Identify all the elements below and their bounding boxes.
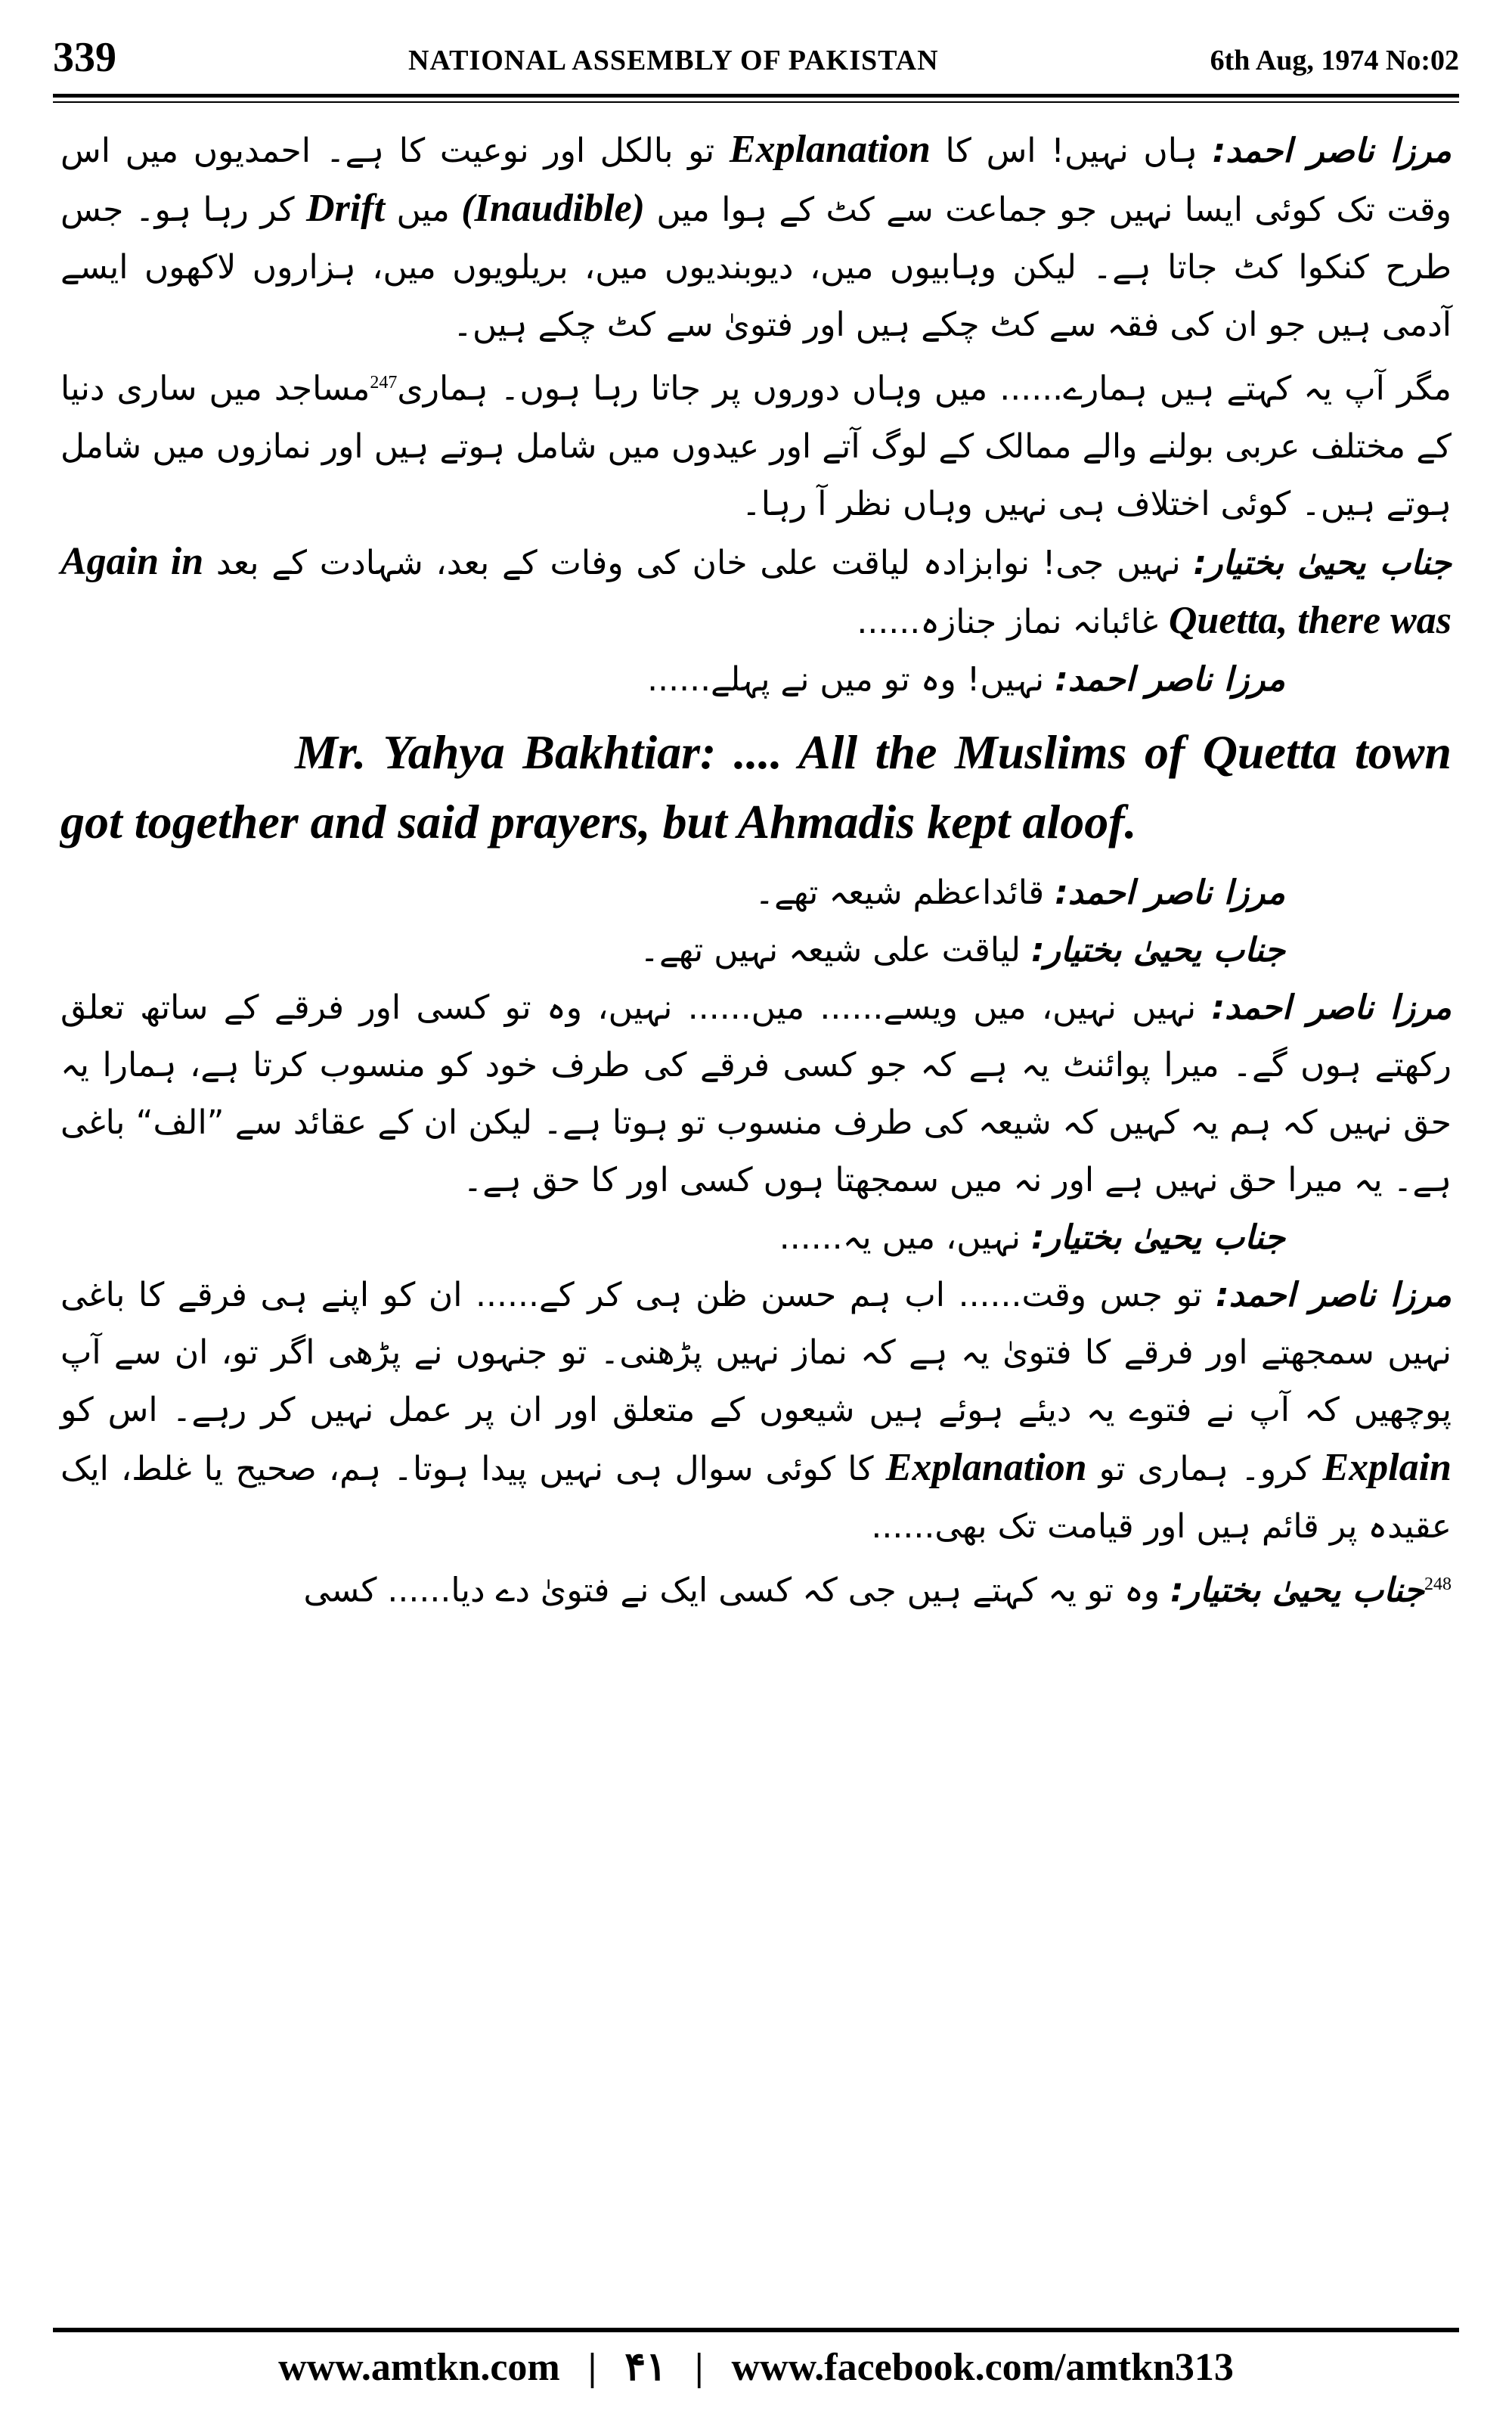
english-term: Explanation — [729, 128, 931, 171]
english-term: Again in Quetta, there was — [60, 539, 1452, 642]
page-footer — [53, 2344, 1459, 2397]
text: .... All the Muslims of Quetta town got together and said prayers, but Ahmadis kept aloof. — [60, 724, 1452, 849]
english-term: (Inaudible) — [461, 187, 645, 230]
text: کرو۔ ہماری تو — [1098, 1449, 1311, 1488]
english-paragraph — [60, 718, 1452, 857]
english-term: Explain — [1322, 1445, 1452, 1489]
assembly-title: NATIONAL ASSEMBLY OF PAKISTAN — [408, 45, 939, 76]
text: نہیں! وہ تو میں نے پہلے...... — [647, 659, 1045, 699]
separator: | — [587, 2346, 597, 2389]
english-term: Drift — [306, 187, 386, 230]
facebook-link[interactable]: www.facebook.com/amtkn313 — [731, 2346, 1234, 2389]
paragraph — [60, 864, 1452, 922]
text: تو جس وقت...... اب ہم حسن ظن ہی کر کے...... ان کو اپنے ہی فرقے کا باغی نہیں سمجھتے اور فرقے کا فتویٰ یہ ہے کہ نماز نہیں پڑھنی۔ تو جنہوں نے پڑھی اگر تو، ان سے آپ پوچھیں کہ آپ نے فتوے یہ دیئے ہوئے ہیں شیعوں کے متعلق اور ان پر عمل نہیں کر رہے۔ اس کو — [60, 1275, 1452, 1429]
header-rule-thin — [53, 101, 1459, 103]
text: غائبانہ نماز جنازہ...... — [857, 602, 1158, 641]
separator: | — [695, 2346, 704, 2389]
text: کر رہا ہو۔ جس طرح کنکوا کٹ جاتا ہے۔ لیکن وہابیوں میں، دیوبندیوں میں، بریلویوں میں، ہزاروں لاکھوں ایسے آدمی ہیں جو ان کی فقہ سے کٹ چکے ہیں اور فتویٰ سے کٹ چکے ہیں۔ — [60, 191, 1452, 344]
speaker-name: جناب یحییٰ بختیار: — [1031, 1218, 1285, 1257]
speaker-name: مرزا ناصر احمد: — [1212, 132, 1452, 170]
paragraph — [60, 1267, 1452, 1556]
text: لیاقت علی شیعہ نہیں تھے۔ — [640, 930, 1021, 970]
paragraph — [60, 1556, 1452, 1620]
page-header — [53, 27, 1459, 88]
header-rule — [53, 94, 1459, 98]
website-link[interactable]: www.amtkn.com — [278, 2346, 560, 2389]
speaker-name: جناب یحییٰ بختیار: — [1031, 930, 1285, 970]
transcript-body — [60, 121, 1452, 2299]
speaker-name: مرزا ناصر احمد: — [1216, 1275, 1452, 1314]
text: مگر آپ یہ کہتے ہیں ہمارے...... میں وہاں دوروں پر جاتا رہا ہوں۔ ہماری — [397, 369, 1452, 408]
text: قائداعظم شیعہ تھے۔ — [754, 873, 1045, 912]
session-date: 6th Aug, 1974 No:02 — [1210, 45, 1459, 76]
paragraph — [60, 1209, 1452, 1267]
text: مساجد میں ساری دنیا کے مختلف عربی بولنے والے ممالک کے لوگ آتے اور عیدوں میں شامل ہوتے ہیں اور نمازوں میں شامل ہوتے ہیں۔ کوئی اختلاف ہی نہیں وہاں نظر آ رہا۔ — [60, 369, 1452, 523]
text: وہ تو یہ کہتے ہیں جی کہ کسی ایک نے فتویٰ دے دیا...... کسی — [303, 1571, 1160, 1610]
text: تو بالکل اور نوعیت کا ہے۔ — [325, 132, 715, 170]
speaker-name: مرزا ناصر احمد: — [1211, 988, 1452, 1027]
paragraph — [60, 651, 1452, 709]
paragraph — [60, 979, 1452, 1209]
footnote-marker: 248 — [1424, 1574, 1452, 1594]
speaker-name: جناب یحییٰ بختیار: — [1170, 1571, 1424, 1610]
text: نہیں نہیں، میں ویسے...... میں...... نہیں، وہ تو کسی اور فرقے کے ساتھ تعلق رکھتے ہوں گے۔ میرا پوائنٹ یہ ہے کہ جو کسی فرقے کی طرف خود کو منسوب کرتا ہے، ہمارا یہ حق نہیں کہ ہم یہ کہیں کہ شیعہ کی طرف منسوب تو ہوتا ہے۔ لیکن ان کے عقائد سے ”الف“ باغی ہے۔ یہ میرا حق نہیں ہے اور نہ میں سمجھتا ہوں کسی اور کا حق ہے۔ — [60, 988, 1452, 1199]
paragraph — [60, 121, 1452, 354]
footer-rule — [53, 2328, 1459, 2332]
text: کا کوئی سوال ہی نہیں پیدا ہوتا۔ ہم، صحیح یا غلط، ایک عقیدہ پر قائم ہیں اور قیامت تک بھی...... — [60, 1449, 1452, 1546]
speaker-name: جناب یحییٰ بختیار: — [1193, 543, 1452, 582]
paragraph — [60, 922, 1452, 979]
footnote-marker: 247 — [370, 373, 398, 392]
page-number: 339 — [53, 34, 116, 81]
speaker-name: مرزا ناصر احمد: — [1055, 873, 1285, 912]
paragraph — [60, 354, 1452, 533]
paragraph — [60, 533, 1452, 651]
english-term: Explanation — [885, 1445, 1087, 1489]
text: نہیں جی! نوابزادہ لیاقت علی خان کی وفات کے بعد، شہادت کے بعد — [215, 543, 1181, 582]
speaker-name: Mr. Yahya Bakhtiar: — [295, 724, 717, 779]
speaker-name: مرزا ناصر احمد: — [1055, 659, 1285, 699]
text: نہیں، میں یہ...... — [779, 1218, 1021, 1257]
text: ہاں نہیں! اس کا — [945, 132, 1198, 170]
text: احمدیوں میں اس وقت تک کوئی ایسا نہیں جو جماعت سے کٹ کے ہوا میں — [60, 132, 1452, 229]
footer-page-number: ۴۱ — [624, 2346, 668, 2389]
text: میں — [396, 191, 450, 229]
